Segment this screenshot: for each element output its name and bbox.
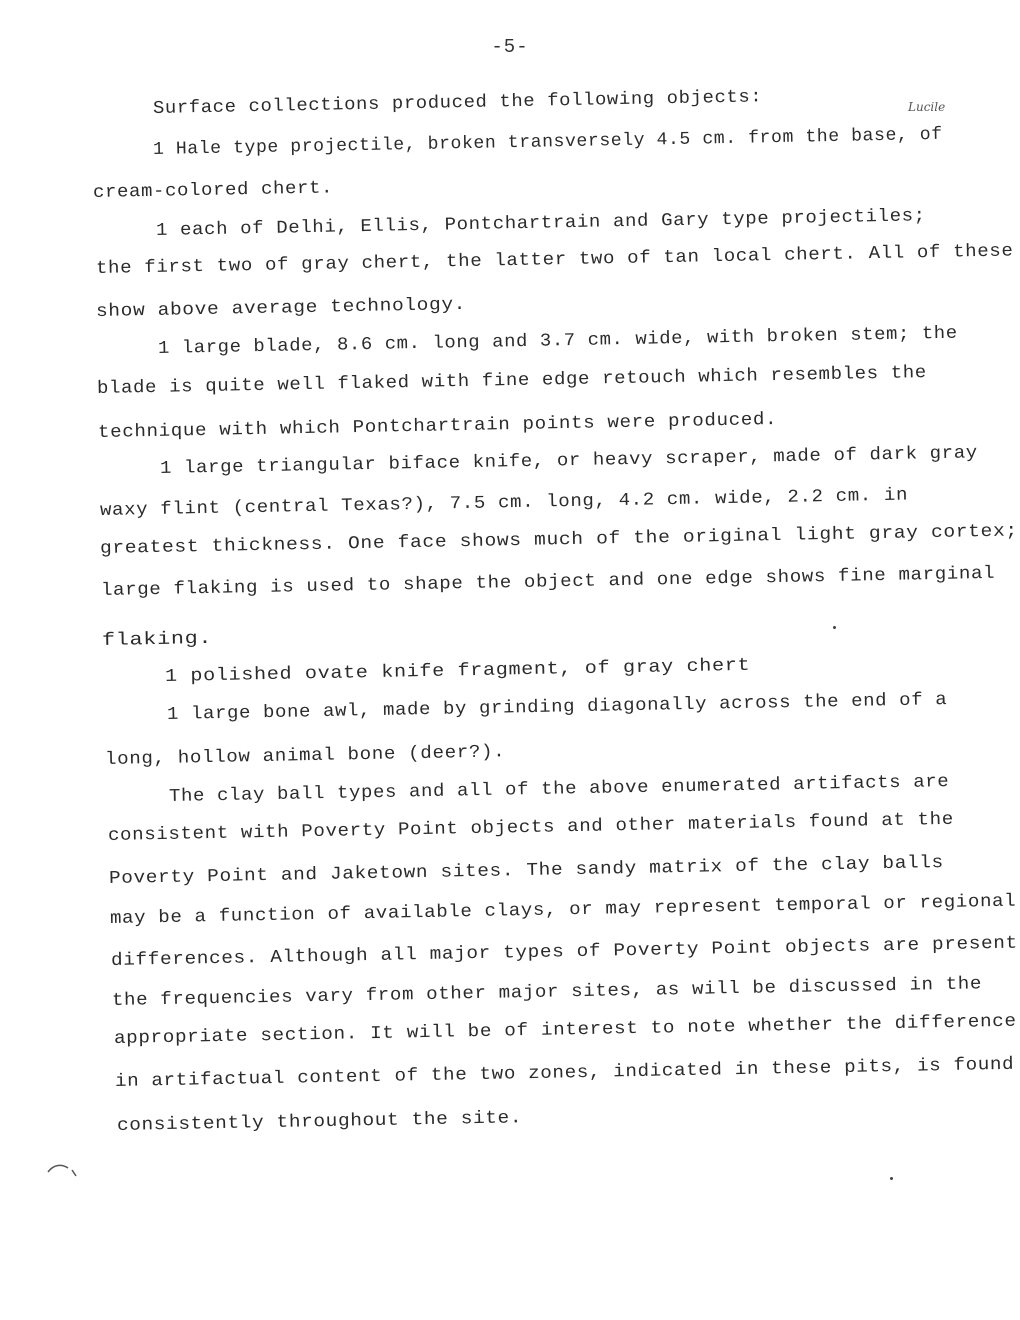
text-line: consistently throughout the site. bbox=[116, 1108, 523, 1136]
stray-mark bbox=[833, 626, 836, 629]
text-line: show above average technology. bbox=[95, 294, 467, 322]
text-line: the first two of gray chert, the latter two of tan local chert. All of these bbox=[95, 241, 1014, 279]
text-line: in artifactual content of the two zones, indicated in these pits, is found bbox=[114, 1054, 1015, 1092]
text-line: 1 large triangular biface knife, or heavy scraper, made of dark gray bbox=[159, 443, 979, 479]
text-line: the frequencies vary from other major sites, as will be discussed in the bbox=[111, 974, 983, 1011]
text-line: long, hollow animal bone (deer?). bbox=[104, 742, 506, 770]
text-line: waxy flint (central Texas?), 7.5 cm. long, 4.2 cm. wide, 2.2 cm. in bbox=[99, 485, 909, 521]
text-line: consistent with Poverty Point objects and other materials found at the bbox=[107, 809, 955, 846]
text-line: 1 large blade, 8.6 cm. long and 3.7 cm. wide, with broken stem; the bbox=[157, 323, 958, 359]
text-line: 1 each of Delhi, Ellis, Pontchartrain and Gary type projectiles; bbox=[155, 206, 926, 241]
page-number: -5- bbox=[491, 36, 529, 58]
text-line: The clay ball types and all of the above enumerated artifacts are bbox=[168, 772, 950, 807]
text-line: flaking. bbox=[101, 628, 213, 651]
text-line: appropriate section. It will be of interest to note whether the difference bbox=[113, 1011, 1017, 1049]
text-line: technique with which Pontchartrain points were produced. bbox=[97, 409, 778, 443]
text-line: greatest thickness. One face shows much of the original light gray cortex; bbox=[99, 521, 1019, 559]
text-line: blade is quite well flaked with fine edge retouch which resembles the bbox=[96, 363, 928, 399]
pencil-scribble-mark bbox=[46, 1160, 86, 1180]
text-line: 1 polished ovate knife fragment, of gray chert bbox=[164, 655, 751, 687]
text-line: large flaking is used to shape the object and one edge shows fine marginal bbox=[100, 563, 996, 601]
text-line: differences. Although all major types of Poverty Point objects are present bbox=[110, 933, 1019, 971]
text-line: 1 large bone awl, made by grinding diagonally across the end of a bbox=[166, 690, 948, 725]
text-line: 1 Hale type projectile, broken transversely 4.5 cm. from the base, of bbox=[152, 124, 943, 160]
text-line: cream-colored chert. bbox=[92, 178, 334, 203]
stray-mark bbox=[890, 1177, 893, 1180]
margin-note: Lucile bbox=[908, 100, 946, 114]
text-line: Surface collections produced the following objects: bbox=[152, 87, 763, 119]
text-line: Poverty Point and Jaketown sites. The sandy matrix of the clay balls bbox=[108, 852, 945, 889]
text-line: may be a function of available clays, or may represent temporal or regional bbox=[109, 891, 1017, 929]
